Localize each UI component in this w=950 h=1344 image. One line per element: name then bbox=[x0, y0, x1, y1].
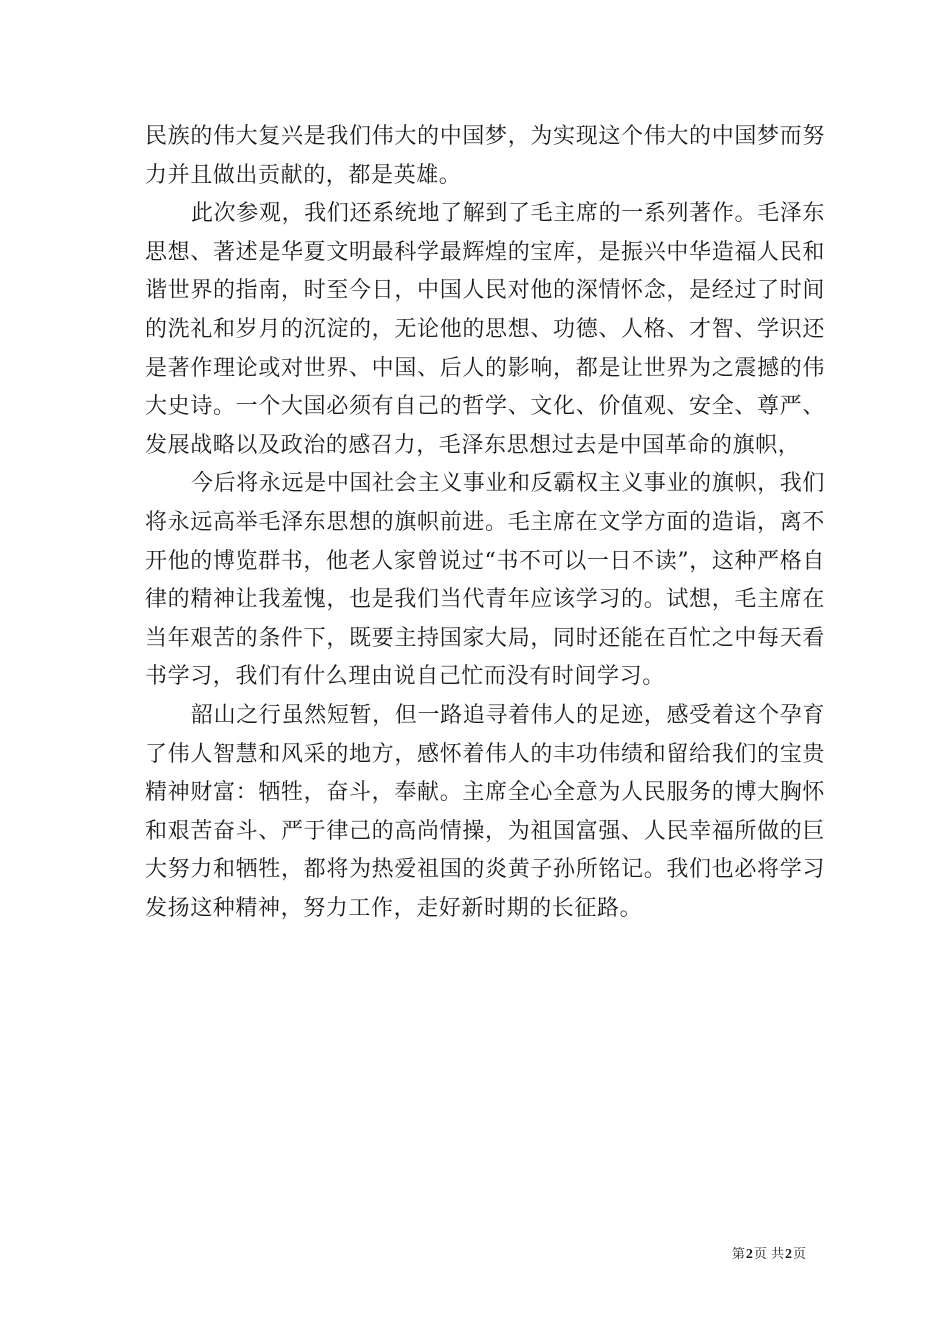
document-body bbox=[145, 118, 825, 928]
paragraph-2: 此次参观，我们还系统地了解到了毛主席的一系列著作。毛泽东思想、著述是华夏文明最科学最辉煌的宝库，是振兴中华造福人民和谐世界的指南，时至今日，中国人民对他的深情怀念，是经过了时间的洗礼和岁月的沉淀的，无论他的思想、功德、人格、才智、学识还是著作理论或对世界、中国、后人的影响，都是让世界为之震撼的伟大史诗。一个大国必须有自己的哲学、文化、价值观、安全、尊严、发展战略以及政治的感召力，毛泽东思想过去是中国革命的旗帜， bbox=[145, 201, 825, 458]
paragraph-3: 今后将永远是中国社会主义事业和反霸权主义事业的旗帜，我们将永远高举毛泽东思想的旗帜前进。毛主席在文学方面的造诣，离不开他的博览群书，他老人家曾说过“书不可以一日不读”，这种严格自律的精神让我羞愧，也是我们当代青年应该学习的。试想，毛主席在当年艰苦的条件下，既要主持国家大局，同时还能在百忙之中每天看书学习，我们有什么理由说自己忙而没有时间学习。 bbox=[145, 471, 825, 690]
page-number-footer bbox=[732, 1247, 806, 1263]
footer-middle: 页 共 bbox=[753, 1247, 784, 1262]
footer-prefix: 第 bbox=[731, 1247, 745, 1262]
paragraph-4: 韶山之行虽然短暂，但一路追寻着伟人的足迹，感受着这个孕育了伟人智慧和风采的地方，感怀着伟人的丰功伟绩和留给我们的宝贵精神财富：牺牲，奋斗，奉献。主席全心全意为人民服务的博大胸怀和艰苦奋斗、严于律己的高尚情操，为祖国富强、人民幸福所做的巨大努力和牺牲，都将为热爱祖国的炎黄子孙所铭记。我们也必将学习发扬这种精神，努力工作，走好新时期的长征路。 bbox=[145, 702, 825, 921]
total-pages-number: 2 bbox=[784, 1247, 792, 1262]
current-page-number: 2 bbox=[745, 1247, 753, 1262]
paragraph-1: 民族的伟大复兴是我们伟大的中国梦，为实现这个伟大的中国梦而努力并且做出贡献的，都是英雄。 bbox=[145, 124, 825, 188]
footer-suffix: 页 bbox=[792, 1247, 806, 1262]
